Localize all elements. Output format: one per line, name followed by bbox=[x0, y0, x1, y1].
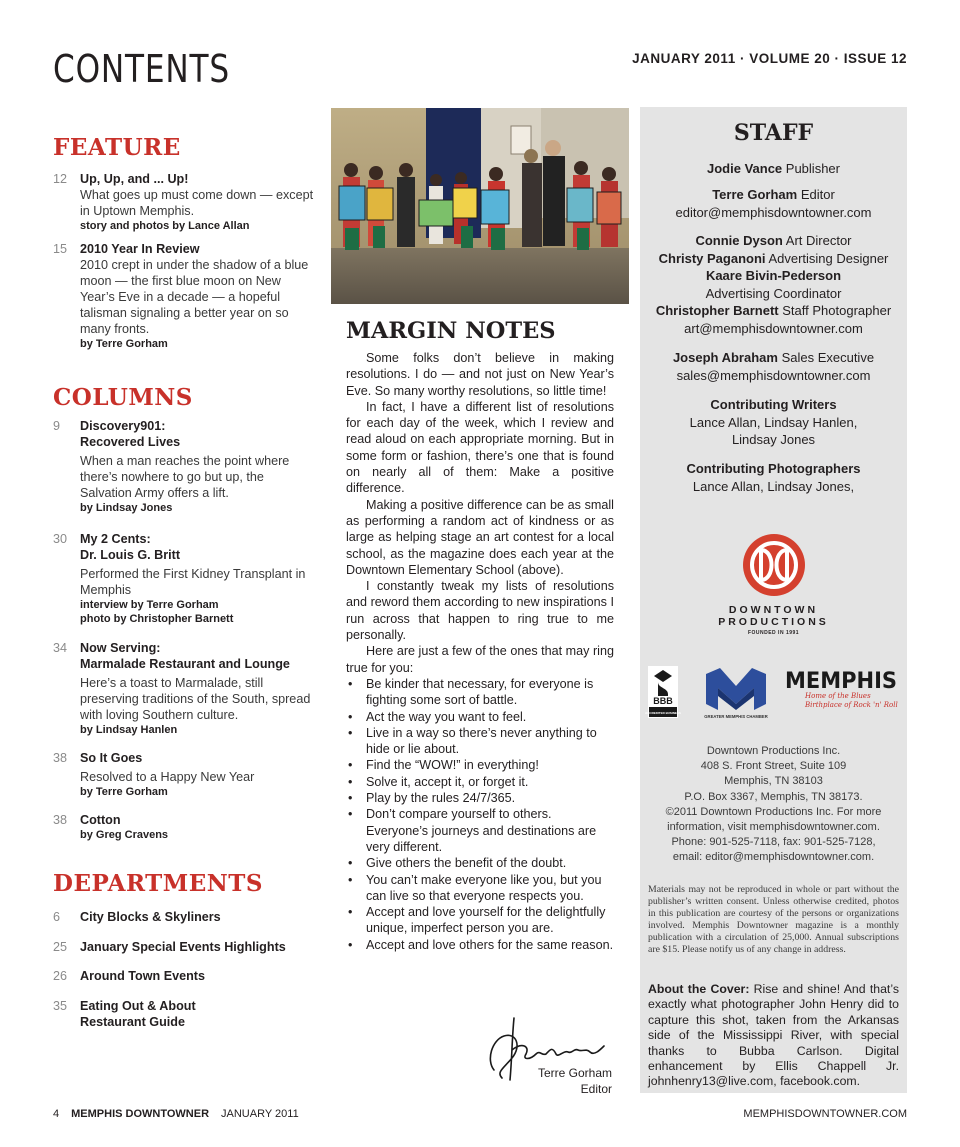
issue-info: JANUARY 2011 · VOLUME 20 · ISSUE 12 bbox=[632, 51, 907, 66]
toc-entry[interactable] bbox=[53, 909, 315, 925]
staff-editor bbox=[640, 186, 907, 221]
entry-description: Performed the First Kidney Transplant in Memphis bbox=[80, 567, 306, 597]
staff-name: Kaare Bivin-Pederson bbox=[705, 268, 842, 283]
toc-entry[interactable] bbox=[53, 640, 315, 737]
paragraph: Making a positive difference can be as small as performing a random act of kindness or as large as helping stage an art contest for a local school, as the magazine does each year at the Downtown Elementary School (above). bbox=[346, 497, 614, 577]
toc-entry[interactable] bbox=[53, 998, 315, 1030]
writers-list: Lance Allan, Lindsay Hanlen, bbox=[689, 414, 858, 430]
entry-description: What goes up must come down — except in Uptown Memphis. bbox=[80, 188, 314, 218]
entry-subtitle: Dr. Louis G. Britt bbox=[80, 548, 181, 562]
footer-site-link[interactable]: MEMPHISDOWNTOWNER.COM bbox=[743, 1108, 907, 1120]
margin-notes-body bbox=[346, 350, 614, 953]
staff-name: Connie Dyson bbox=[695, 233, 783, 248]
toc-entry[interactable] bbox=[53, 968, 315, 984]
entry-byline: by Terre Gorham bbox=[80, 338, 168, 350]
staff-email[interactable]: editor@memphisdowntowner.com bbox=[675, 204, 872, 220]
list-item: • Solve it, accept it, or forget it. bbox=[346, 774, 614, 790]
entry-title: Cotton bbox=[80, 813, 121, 827]
footer-left bbox=[53, 1108, 299, 1120]
entry-subtitle: Marmalade Restaurant and Lounge bbox=[80, 657, 290, 671]
footer-date: JANUARY 2011 bbox=[221, 1108, 299, 1120]
page-number: 35 bbox=[53, 999, 68, 1013]
staff-role: Advertising Designer bbox=[768, 250, 889, 266]
page-number: 25 bbox=[53, 940, 68, 954]
memphis-tagline: Birthplace of Rock 'n' Roll bbox=[805, 701, 898, 709]
page-number: 34 bbox=[53, 641, 68, 655]
page-number: 30 bbox=[53, 532, 68, 546]
toc-entry[interactable] bbox=[53, 939, 315, 955]
staff-role: Staff Photographer bbox=[782, 303, 892, 318]
list-item: • Find the “WOW!” in everything! bbox=[346, 757, 614, 773]
list-item: • Be kinder that necessary, for everyone is fighting some sort of battle. bbox=[346, 676, 614, 709]
resolution-list bbox=[346, 676, 614, 953]
list-item: • You can’t make everyone like you, but you can live so that everyone respects you. bbox=[346, 872, 614, 905]
section-heading-columns: COLUMNS bbox=[53, 384, 193, 411]
address-line: ©2011 Downtown Productions Inc. For more bbox=[665, 805, 882, 818]
bbb-logo-icon bbox=[645, 666, 681, 718]
toc-entry[interactable] bbox=[53, 812, 315, 842]
page-title: CONTENTS bbox=[53, 47, 231, 91]
contributing-photographers bbox=[640, 460, 907, 495]
toc-entry[interactable] bbox=[53, 171, 315, 233]
address-line[interactable]: email: editor@memphisdowntowner.com. bbox=[672, 851, 875, 864]
downtown-productions-name bbox=[640, 604, 907, 628]
disclaimer-text: Materials may not be reproduced in whole or part without the publisher’s written consent. Unless otherwise credited, photos in this publication are courtesy of the persons or organizations involved. Memphis Downtowner magazine is a monthly publication with a circulation of 25,000. Annual subscriptions are $15. Please notify us of any change in address. bbox=[648, 884, 899, 955]
memphis-logo-icon bbox=[783, 664, 901, 712]
chamber-text: GREATER MEMPHIS CHAMBER bbox=[704, 714, 768, 719]
entry-description: Here’s a toast to Marmalade, still preserving traditions of the South, spread with loving Southern culture. bbox=[80, 676, 311, 722]
entry-subtitle: Restaurant Guide bbox=[80, 1015, 185, 1029]
downtown-productions-logo-icon bbox=[741, 532, 807, 598]
margin-notes-heading: MARGIN NOTES bbox=[346, 318, 556, 344]
section-heading-departments: DEPARTMENTS bbox=[53, 870, 264, 897]
staff-name: Christopher Barnett bbox=[655, 303, 779, 318]
staff-sales bbox=[640, 349, 907, 384]
bbb-text: BBB bbox=[653, 696, 673, 706]
entry-subtitle: Recovered Lives bbox=[80, 435, 181, 449]
entry-title: Discovery901: bbox=[80, 419, 166, 433]
entry-description: 2010 crept in under the shadow of a blue moon — the first blue moon on New Year’s Eve in a decade — a hopeful talisman signaling a better year on so many fronts. bbox=[80, 258, 309, 336]
cover-label: About the Cover: bbox=[648, 982, 750, 996]
toc-entry[interactable] bbox=[53, 531, 315, 626]
entry-title: Now Serving: bbox=[80, 641, 161, 655]
paragraph: In fact, I have a different list of resolutions for each day of the week, which I review and read aloud on each appropriate morning. But in some form or fashion, there’s one that is found on nearly all of them: Make a positive difference. bbox=[346, 399, 614, 496]
cover-photo bbox=[331, 108, 629, 304]
address-line: Memphis, TN 38103 bbox=[724, 775, 823, 788]
entry-title: Eating Out & About bbox=[80, 999, 196, 1013]
list-item: • Accept and love others for the same reason. bbox=[346, 937, 614, 953]
entry-byline: by Lindsay Jones bbox=[80, 502, 173, 514]
greater-memphis-chamber-logo-icon bbox=[690, 664, 782, 720]
page-number: 15 bbox=[53, 242, 68, 256]
address-line: P.O. Box 3367, Memphis, TN 38173. bbox=[684, 790, 863, 803]
logo-text: DOWNTOWN bbox=[728, 604, 819, 616]
entry-byline: story and photos by Lance Allan bbox=[80, 220, 250, 232]
page-number: 6 bbox=[53, 910, 61, 924]
memphis-text: MEMPHIS bbox=[785, 669, 897, 694]
staff-heading: STAFF bbox=[733, 120, 814, 146]
entry-title: Up, Up, and ... Up! bbox=[80, 172, 189, 186]
page-number: 9 bbox=[53, 419, 61, 433]
entry-byline: by Greg Cravens bbox=[80, 829, 169, 841]
list-item: • Live in a way so there’s never anything to hide or lie about. bbox=[346, 725, 614, 758]
entry-byline: by Lindsay Hanlen bbox=[80, 724, 178, 736]
signature-name: Terre Gorham bbox=[537, 1066, 612, 1080]
entry-byline: interview by Terre Gorham bbox=[80, 599, 219, 611]
staff-role: Editor bbox=[800, 187, 835, 202]
staff-role: Advertising Coordinator bbox=[705, 285, 842, 301]
entry-title: Around Town Events bbox=[80, 969, 206, 983]
list-item: • Act the way you want to feel. bbox=[346, 709, 614, 725]
address-line: Downtown Productions Inc. bbox=[706, 745, 841, 757]
staff-role: Publisher bbox=[785, 161, 840, 176]
page-number: 38 bbox=[53, 751, 68, 765]
staff-name: Joseph Abraham bbox=[672, 350, 778, 365]
staff-subheading: Contributing Photographers bbox=[686, 461, 861, 476]
list-item: • Accept and love yourself for the delightfully unique, imperfect person you are. bbox=[346, 904, 614, 937]
staff-name: Terre Gorham bbox=[712, 187, 798, 202]
staff-publisher bbox=[640, 160, 907, 178]
signature-caption bbox=[538, 1066, 612, 1097]
address-line: Phone: 901-525-7118, fax: 901-525-7128, bbox=[671, 836, 876, 849]
list-item: • Give others the benefit of the doubt. bbox=[346, 855, 614, 871]
page-number: 38 bbox=[53, 813, 68, 827]
logo-text: PRODUCTIONS bbox=[718, 616, 829, 628]
toc-entry[interactable] bbox=[53, 750, 315, 799]
page-number: 12 bbox=[53, 172, 68, 186]
entry-byline: by Terre Gorham bbox=[80, 786, 168, 798]
staff-role: Art Director bbox=[785, 233, 852, 248]
signature-title: Editor bbox=[580, 1081, 612, 1096]
entry-title: So It Goes bbox=[80, 751, 143, 765]
entry-description: When a man reaches the point where there’s nowhere to go but up, the Salvation Army offers a lift. bbox=[80, 454, 290, 500]
memphis-tagline: Home of the Blues bbox=[805, 692, 871, 700]
cover-text: Rise and shine! And that’s exactly what photographer John Henry did to capture this shot, taken from the Arkansas side of the Mississippi River, with special thanks to Bubba Carlson. Digital enhancement by Ellis Chappell Jr. johnhenry13@live.com, facebook.com. bbox=[648, 982, 899, 1089]
staff-email[interactable]: sales@memphisdowntowner.com bbox=[676, 367, 871, 383]
staff-design bbox=[640, 232, 907, 337]
paragraph: I constantly tweak my lists of resolutions and reword them according to new inspirations I run across that happen to ring true to me personally. bbox=[346, 579, 614, 643]
entry-byline: photo by Christopher Barnett bbox=[80, 613, 234, 625]
list-item: • Don’t compare yourself to others. Everyone’s journeys and destinations are very different. bbox=[346, 806, 614, 855]
staff-name: Jodie Vance bbox=[707, 161, 783, 176]
list-item: • Play by the rules 24/7/365. bbox=[346, 790, 614, 806]
entry-title: 2010 Year In Review bbox=[80, 242, 200, 256]
photographers-list: Lance Allan, Lindsay Jones, bbox=[692, 478, 855, 494]
toc-entry[interactable] bbox=[53, 241, 315, 351]
writers-list: Lindsay Jones bbox=[731, 432, 816, 447]
staff-email[interactable]: art@memphisdowntowner.com bbox=[684, 320, 863, 336]
toc-entry[interactable] bbox=[53, 418, 315, 515]
footer-page-number: 4 bbox=[53, 1108, 60, 1120]
entry-description: Resolved to a Happy New Year bbox=[80, 770, 255, 784]
footer-magazine-name: MEMPHIS DOWNTOWNER bbox=[71, 1108, 210, 1120]
staff-role: Sales Executive bbox=[781, 350, 875, 365]
paragraph: Here are just a few of the ones that may ring true for you: bbox=[346, 644, 614, 675]
page-number: 26 bbox=[53, 969, 68, 983]
bbb-sub-text: ACCREDITED BUSINESS bbox=[645, 711, 681, 715]
about-the-cover bbox=[648, 982, 899, 1090]
address-line: 408 S. Front Street, Suite 109 bbox=[700, 760, 847, 773]
staff-subheading: Contributing Writers bbox=[710, 397, 837, 412]
address-line[interactable]: information, visit memphisdowntowner.com. bbox=[667, 821, 880, 834]
entry-title: My 2 Cents: bbox=[80, 532, 151, 546]
contributing-writers bbox=[640, 396, 907, 449]
logo-founded-text: FOUNDED IN 1991 bbox=[747, 630, 800, 636]
section-heading-feature: FEATURE bbox=[53, 134, 181, 161]
publisher-address bbox=[640, 744, 907, 866]
paragraph: Some folks don’t believe in making resolutions. I do — and not just on New Year’s Eve. So many worthy resolutions, so little time! bbox=[346, 351, 614, 398]
staff-name: Christy Paganoni bbox=[658, 250, 766, 266]
entry-title: City Blocks & Skyliners bbox=[80, 910, 221, 924]
entry-title: January Special Events Highlights bbox=[80, 940, 286, 954]
